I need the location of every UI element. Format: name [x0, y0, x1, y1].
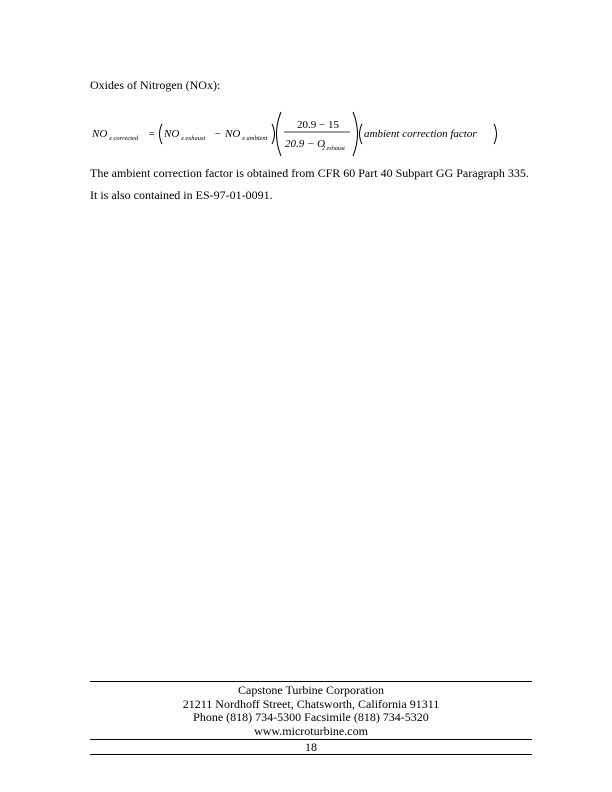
paren-right-1 — [272, 124, 275, 144]
paren-left-3 — [360, 124, 363, 144]
paren-left-2 — [277, 112, 282, 156]
fraction-denominator: 20.9 − O — [285, 138, 326, 150]
footer-rule-bottom — [90, 754, 532, 755]
footer-address: 21211 Nordhoff Street, Chatsworth, California 91311 — [182, 696, 440, 711]
lhs-subscript: x corrected — [109, 135, 139, 142]
term1-main: NO — [164, 128, 180, 140]
minus-sign: − — [214, 128, 222, 140]
factor-text: ambient correction factor — [364, 128, 477, 140]
lhs-main: NO — [92, 128, 108, 140]
footer-company: Capstone Turbine Corporation — [238, 683, 384, 697]
footer-block — [90, 684, 532, 738]
paren-right-2 — [353, 112, 358, 156]
footer-website: www.microturbine.com — [254, 723, 368, 738]
page-number: 18 — [305, 740, 317, 754]
footer-rule-top — [90, 681, 532, 682]
term2-subscript: x ambient — [242, 135, 268, 142]
fraction-numerator: 20.9 − 15 — [297, 119, 339, 131]
nox-correction-equation — [92, 110, 512, 160]
paren-right-3 — [494, 124, 497, 144]
term1-subscript: x exhaust — [181, 135, 206, 142]
body-line-2: It is also contained in ES-97-01-0091. — [90, 188, 273, 202]
section-heading: Oxides of Nitrogen (NOx): — [90, 78, 221, 92]
equals-sign: = — [148, 128, 156, 140]
body-line-1: The ambient correction factor is obtained from CFR 60 Part 40 Subpart GG Paragraph 335. — [90, 166, 529, 180]
fraction-denominator-subscript: 2 exhaust — [322, 146, 345, 152]
paren-left-1 — [160, 124, 163, 144]
term2-main: NO — [225, 128, 241, 140]
footer-phone: Phone (818) 734-5300 Facsimile (818) 734-5320 — [193, 710, 429, 724]
